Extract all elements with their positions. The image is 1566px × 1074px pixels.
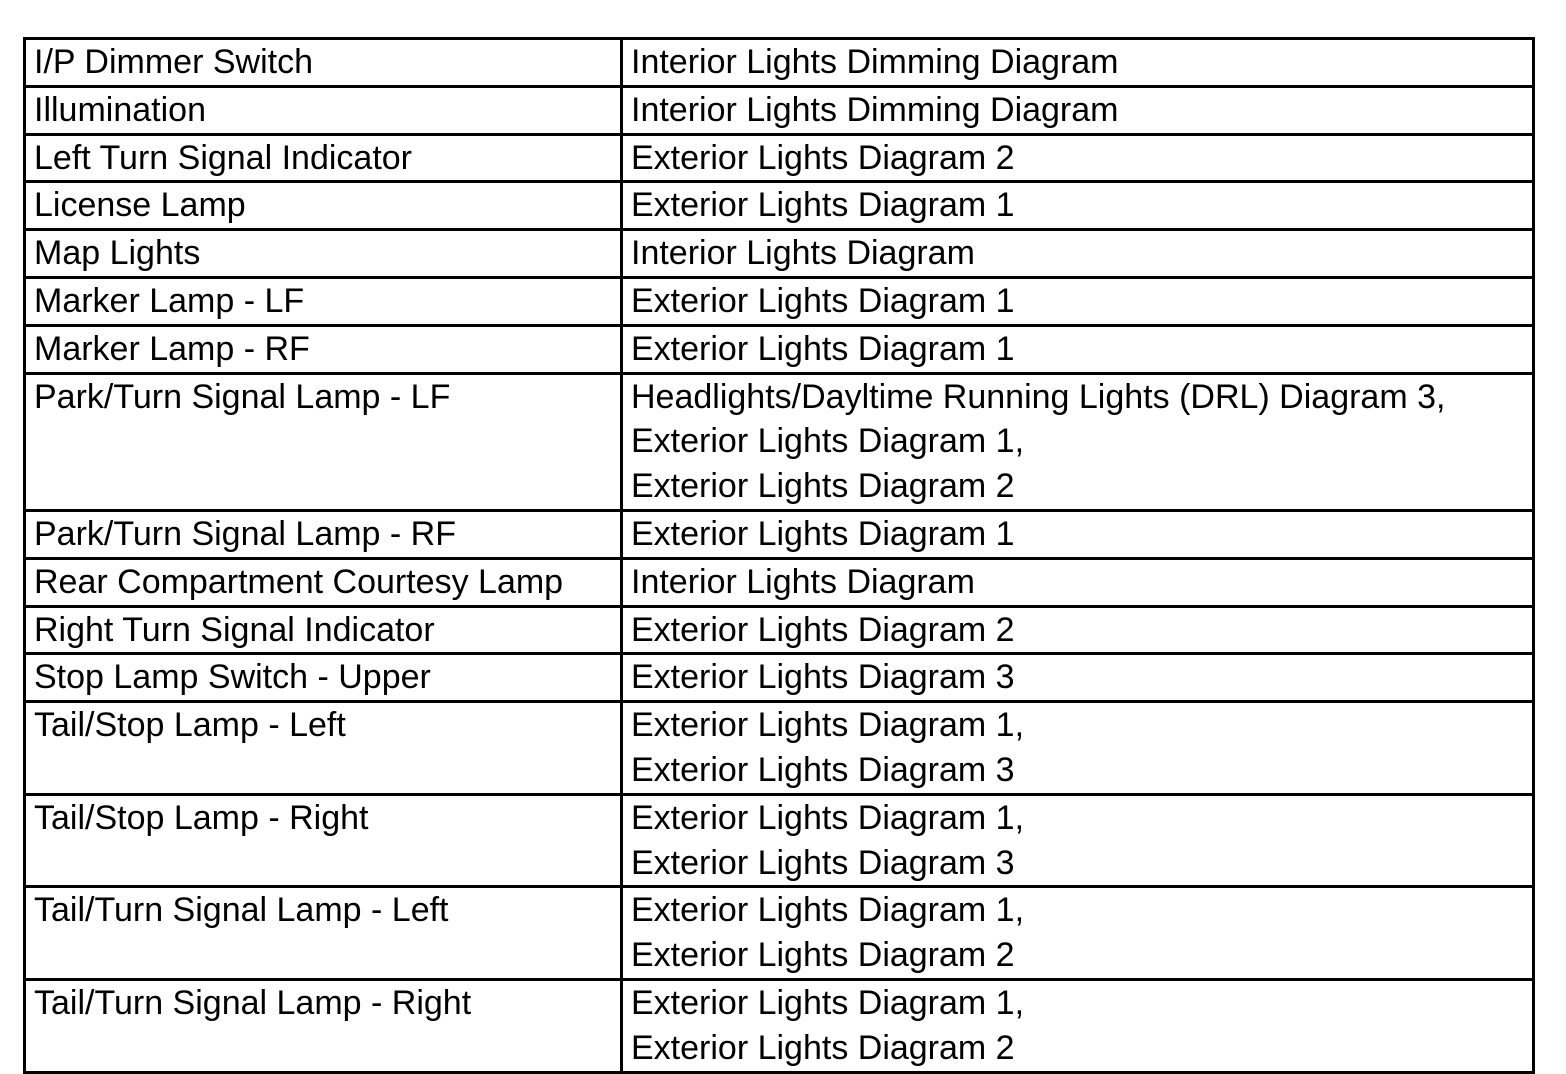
- component-cell: [25, 134, 622, 182]
- table-row: [25, 134, 1534, 182]
- component-cell: [25, 606, 622, 654]
- diagram-cell: [622, 277, 1534, 325]
- table-row: [25, 887, 1534, 980]
- diagram-cell: [622, 39, 1534, 87]
- diagram-reference: Exterior Lights Diagram 3: [631, 658, 1015, 697]
- diagram-reference: Interior Lights Diagram: [631, 562, 975, 601]
- diagram-reference: Exterior Lights Diagram 2: [631, 138, 1015, 177]
- diagram-reference: Exterior Lights Diagram 1: [631, 514, 1015, 553]
- component-diagram-table: [23, 37, 1535, 1074]
- table-row: [25, 277, 1534, 325]
- component-cell: [25, 182, 622, 230]
- table-row: [25, 182, 1534, 230]
- diagram-reference: Interior Lights Dimming Diagram: [631, 90, 1119, 129]
- diagram-reference: Exterior Lights Diagram 1,: [631, 798, 1025, 837]
- diagram-cell: [622, 510, 1534, 558]
- component-cell: [25, 230, 622, 278]
- diagram-reference: Interior Lights Diagram: [631, 234, 975, 273]
- diagram-reference: Exterior Lights Diagram 1,: [631, 891, 1025, 930]
- component-name: Rear Compartment Courtesy Lamp: [34, 562, 564, 601]
- table-row: [25, 558, 1534, 606]
- table-row: [25, 39, 1534, 87]
- component-cell: [25, 277, 622, 325]
- table-row: [25, 794, 1534, 887]
- component-cell: [25, 39, 622, 87]
- component-cell: [25, 887, 622, 980]
- diagram-cell: [622, 558, 1534, 606]
- diagram-reference: Headlights/Dayltime Running Lights (DRL) Diagram 3,: [631, 377, 1446, 416]
- diagram-reference: Exterior Lights Diagram 2: [631, 1028, 1015, 1067]
- component-name: Marker Lamp - LF: [34, 281, 305, 320]
- diagram-reference: Exterior Lights Diagram 1,: [631, 422, 1025, 461]
- component-name: Stop Lamp Switch - Upper: [34, 658, 431, 697]
- component-name: Tail/Stop Lamp - Left: [34, 706, 346, 745]
- component-name: Illumination: [34, 90, 206, 129]
- component-name: Right Turn Signal Indicator: [34, 610, 435, 649]
- table-body: [25, 39, 1534, 1073]
- diagram-cell: [622, 325, 1534, 373]
- component-name: Tail/Turn Signal Lamp - Right: [34, 983, 472, 1022]
- diagram-cell: [622, 86, 1534, 134]
- table-row: [25, 702, 1534, 795]
- component-cell: [25, 86, 622, 134]
- diagram-cell: [622, 654, 1534, 702]
- component-name: Tail/Turn Signal Lamp - Left: [34, 891, 449, 930]
- component-cell: [25, 558, 622, 606]
- diagram-cell: [622, 702, 1534, 795]
- diagram-cell: [622, 794, 1534, 887]
- table-row: [25, 373, 1534, 510]
- diagram-cell: [622, 373, 1534, 510]
- component-name: Tail/Stop Lamp - Right: [34, 798, 369, 837]
- component-cell: [25, 702, 622, 795]
- diagram-reference: Exterior Lights Diagram 2: [631, 610, 1015, 649]
- component-name: Left Turn Signal Indicator: [34, 138, 413, 177]
- component-cell: [25, 510, 622, 558]
- diagram-reference: Exterior Lights Diagram 1,: [631, 706, 1025, 745]
- diagram-cell: [622, 134, 1534, 182]
- component-name: Map Lights: [34, 234, 201, 273]
- table-row: [25, 230, 1534, 278]
- table-row: [25, 979, 1534, 1072]
- component-name: License Lamp: [34, 186, 246, 225]
- component-cell: [25, 794, 622, 887]
- diagram-reference: Exterior Lights Diagram 1: [631, 186, 1015, 225]
- diagram-cell: [622, 182, 1534, 230]
- diagram-reference: Exterior Lights Diagram 3: [631, 843, 1015, 882]
- component-name: Marker Lamp - RF: [34, 329, 310, 368]
- diagram-reference: Interior Lights Dimming Diagram: [631, 43, 1119, 81]
- diagram-reference: Exterior Lights Diagram 1,: [631, 983, 1025, 1022]
- component-name: I/P Dimmer Switch: [34, 43, 313, 81]
- component-name: Park/Turn Signal Lamp - RF: [34, 514, 456, 553]
- component-cell: [25, 373, 622, 510]
- component-cell: [25, 654, 622, 702]
- table-row: [25, 510, 1534, 558]
- component-cell: [25, 979, 622, 1072]
- table-row: [25, 606, 1534, 654]
- diagram-cell: [622, 230, 1534, 278]
- diagram-cell: [622, 979, 1534, 1072]
- table-row: [25, 654, 1534, 702]
- diagram-cell: [622, 606, 1534, 654]
- table-row: [25, 86, 1534, 134]
- component-name: Park/Turn Signal Lamp - LF: [34, 377, 451, 416]
- diagram-cell: [622, 887, 1534, 980]
- component-cell: [25, 325, 622, 373]
- diagram-reference: Exterior Lights Diagram 1: [631, 281, 1015, 320]
- diagram-reference: Exterior Lights Diagram 1: [631, 329, 1015, 368]
- diagram-reference: Exterior Lights Diagram 3: [631, 750, 1015, 789]
- table-row: [25, 325, 1534, 373]
- diagram-reference: Exterior Lights Diagram 2: [631, 467, 1015, 506]
- diagram-reference: Exterior Lights Diagram 2: [631, 936, 1015, 975]
